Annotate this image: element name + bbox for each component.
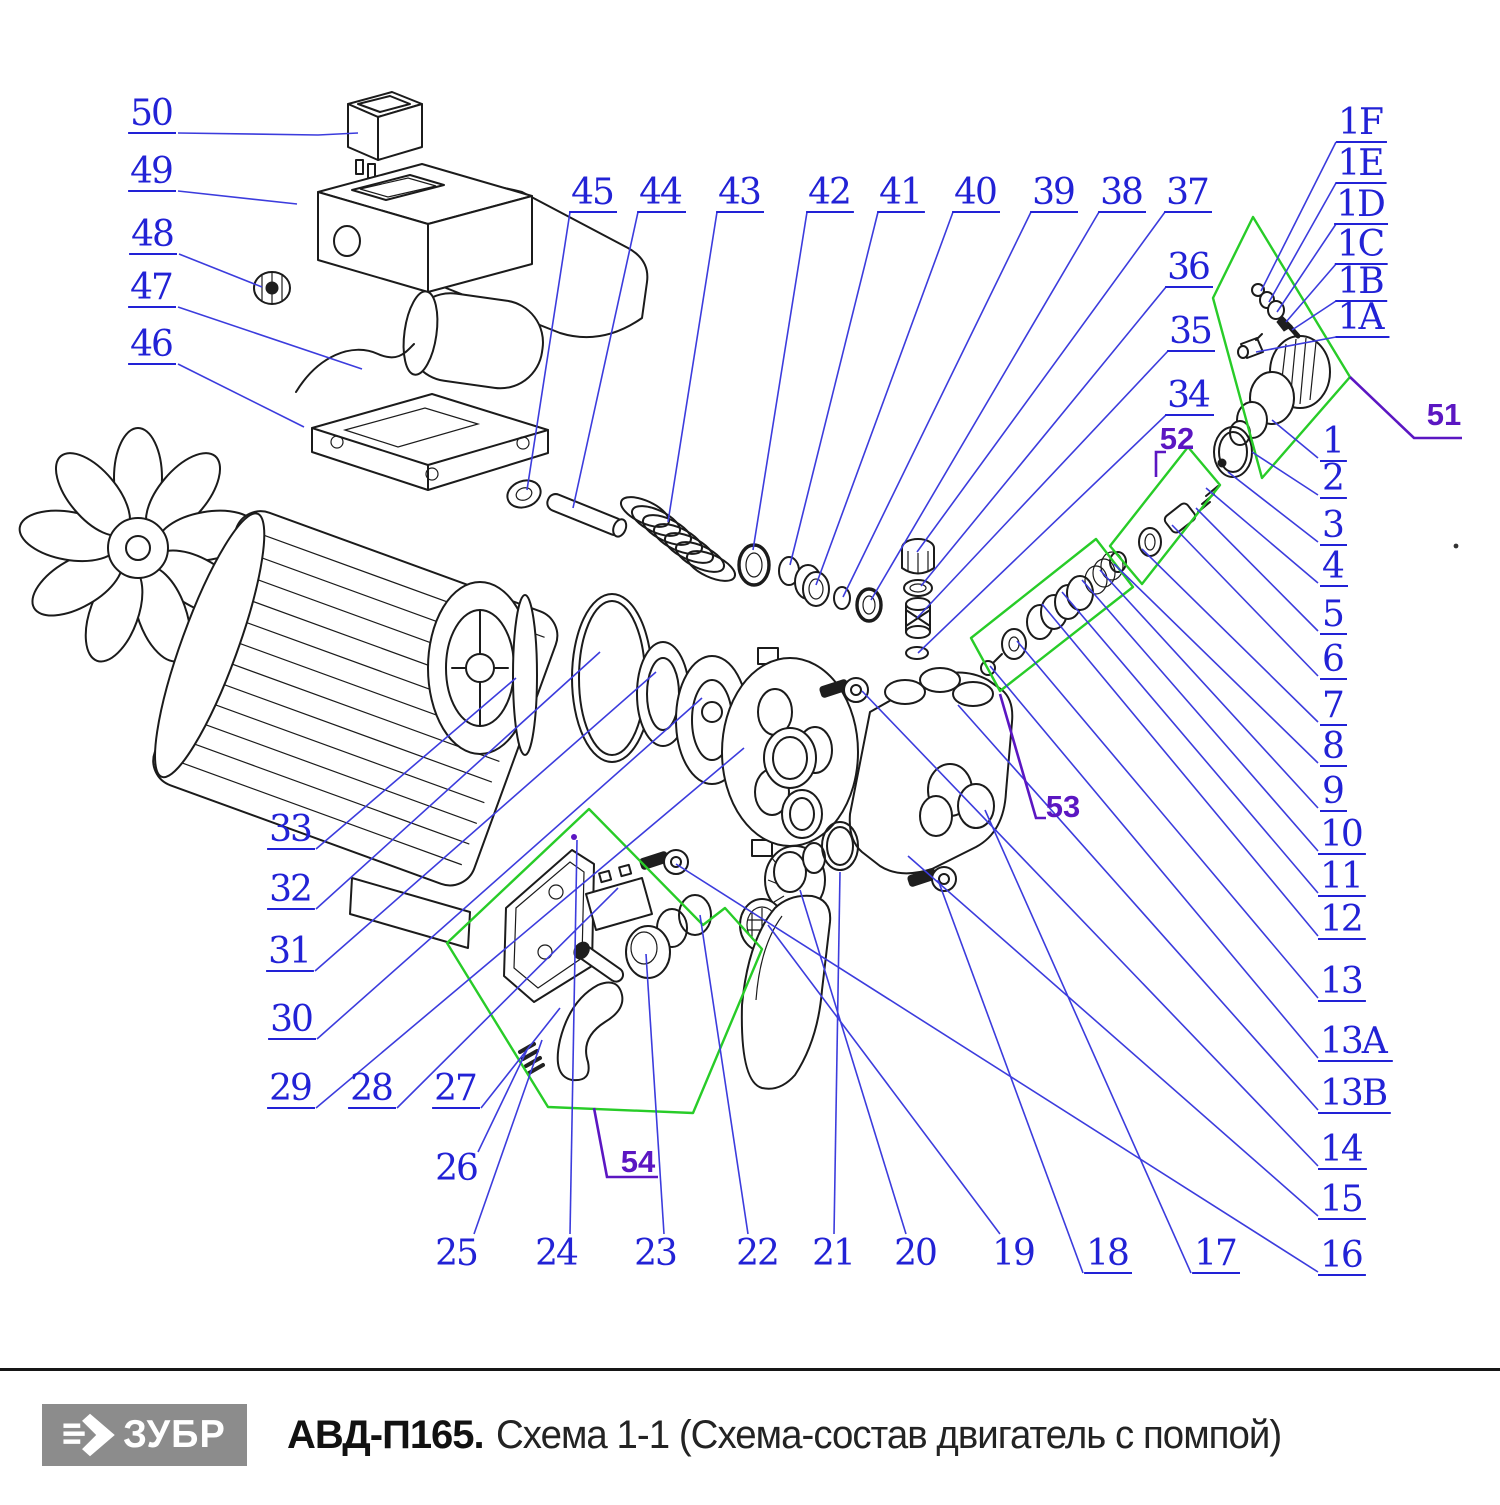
leader-line-47 [178, 307, 362, 369]
leader-line-46 [178, 364, 304, 427]
leader-line-48 [179, 254, 262, 287]
callout-41 [790, 172, 925, 565]
part-number-41: 41 [879, 172, 921, 213]
leader-line-27 [481, 1008, 560, 1108]
zubr-logo-mark [63, 1412, 117, 1458]
flange-gasket [513, 595, 537, 755]
part-number-45: 45 [571, 172, 613, 213]
callout-49 [128, 151, 297, 204]
leader-line-39 [843, 212, 1031, 597]
callout-7 [1142, 549, 1347, 726]
part-number-31: 31 [268, 931, 310, 972]
part-number-22: 22 [736, 1233, 778, 1274]
leader-line-22 [700, 915, 748, 1234]
leader-line-49 [178, 191, 297, 204]
part-number-5: 5 [1322, 594, 1343, 635]
callout-9 [1100, 570, 1347, 812]
bolt-left [639, 850, 688, 874]
part-number-18: 18 [1086, 1233, 1128, 1274]
callout-44 [573, 172, 686, 508]
part-number-19: 19 [992, 1233, 1034, 1274]
leader-line-19 [768, 925, 1000, 1234]
part-number-13A: 13A [1320, 1021, 1386, 1062]
shaft-seal [739, 545, 769, 585]
part-number-3: 3 [1322, 505, 1343, 546]
callout-50 [128, 93, 358, 135]
oil-seal-small [857, 589, 881, 621]
leader-line-38 [871, 212, 1099, 600]
grommet [254, 272, 290, 304]
part-number-49: 49 [130, 151, 172, 192]
callout-19 [768, 925, 1034, 1274]
leader-line-36 [921, 287, 1166, 586]
part-number-48: 48 [131, 214, 173, 255]
capacitor [296, 287, 548, 393]
purple-dot [571, 834, 577, 840]
part-number-13: 13 [1320, 961, 1362, 1002]
leader-line-13B [958, 705, 1318, 1110]
part-number-54: 54 [620, 1144, 656, 1179]
part-number-17: 17 [1194, 1233, 1236, 1274]
leader-line-21 [834, 872, 840, 1234]
part-number-23: 23 [634, 1233, 676, 1274]
leader-line-7 [1142, 549, 1318, 722]
part-number-1B: 1B [1337, 261, 1383, 302]
part-number-15: 15 [1320, 1179, 1362, 1220]
part-number-32: 32 [269, 869, 311, 910]
part-number-51: 51 [1426, 397, 1462, 432]
model-number: АВД-П165. [287, 1412, 484, 1457]
thrust-washer [504, 476, 545, 512]
leader-line-1F [1261, 142, 1336, 291]
callout-51 [1350, 377, 1462, 438]
rocker-switch [348, 92, 422, 178]
o-ring-small-2 [834, 587, 850, 609]
footer-bar [0, 1396, 1500, 1480]
valve-ring [906, 647, 928, 659]
part-number-25: 25 [435, 1233, 477, 1274]
part-number-44: 44 [639, 172, 681, 213]
callout-43 [668, 172, 764, 522]
callout-2 [1252, 452, 1347, 499]
leader-line-18 [938, 880, 1083, 1273]
part-number-2: 2 [1322, 458, 1343, 499]
part-number-42: 42 [808, 172, 850, 213]
part-number-21: 21 [812, 1233, 854, 1274]
callout-8 [1114, 564, 1347, 767]
zubr-logo [42, 1404, 247, 1466]
callout-18 [938, 880, 1132, 1274]
scheme-caption: Схема 1-1 (Схема-состав двигатель с помпой) [495, 1412, 1281, 1457]
part-number-39: 39 [1032, 172, 1074, 213]
leader-line-1 [1272, 420, 1318, 458]
part-number-47: 47 [130, 267, 172, 308]
leader-line-1E [1269, 183, 1336, 302]
part-number-43: 43 [718, 172, 760, 213]
part-number-13B: 13B [1320, 1073, 1387, 1114]
callout-37 [917, 172, 1212, 552]
lever [558, 983, 623, 1081]
footer-divider [0, 1368, 1500, 1371]
part-number-1E: 1E [1337, 143, 1383, 184]
motor-end-bell [428, 582, 537, 755]
part-number-30: 30 [270, 999, 312, 1040]
leader-line-35 [917, 351, 1168, 618]
part-number-1A: 1A [1337, 297, 1383, 338]
part-number-37: 37 [1166, 172, 1208, 213]
callout-36 [921, 247, 1213, 586]
part-number-28: 28 [350, 1068, 392, 1109]
callout-35 [917, 311, 1215, 618]
part-number-34: 34 [1167, 375, 1209, 416]
leader-line-37 [917, 212, 1165, 552]
part-number-1F: 1F [1338, 102, 1382, 143]
callout-42 [753, 172, 854, 550]
leader-line-10 [1082, 580, 1318, 851]
leader-line-41 [790, 212, 878, 565]
part-number-6: 6 [1322, 639, 1343, 680]
part-number-27: 27 [434, 1068, 476, 1109]
part-number-4: 4 [1322, 546, 1343, 587]
part-number-1D: 1D [1336, 184, 1384, 225]
part-number-12: 12 [1320, 899, 1362, 940]
part-number-38: 38 [1100, 172, 1142, 213]
leader-line-17 [985, 810, 1191, 1273]
part-number-1: 1 [1322, 421, 1343, 462]
valve-washer [904, 580, 932, 596]
callout-6 [1172, 525, 1347, 680]
leader-line-20 [800, 890, 906, 1234]
part-number-1C: 1C [1336, 224, 1384, 265]
part-number-46: 46 [130, 324, 172, 365]
leader-line-25 [474, 1040, 542, 1234]
part-number-40: 40 [954, 172, 996, 213]
leader-line-50 [178, 133, 358, 135]
part-number-9: 9 [1322, 771, 1343, 812]
leader-line-13A [990, 666, 1318, 1058]
part-number-26: 26 [435, 1148, 477, 1189]
part-number-33: 33 [269, 809, 311, 850]
part-number-52: 52 [1159, 421, 1195, 456]
inlet-o-ring [822, 822, 858, 870]
callout-46 [128, 324, 304, 427]
part-number-29: 29 [269, 1068, 311, 1109]
part-number-10: 10 [1320, 814, 1362, 855]
part-number-16: 16 [1320, 1235, 1362, 1276]
leader-line-12 [1042, 604, 1318, 936]
part-number-11: 11 [1320, 856, 1362, 897]
piston-pin [545, 491, 629, 539]
callout-54 [594, 1108, 658, 1179]
leader-line-40 [816, 212, 953, 585]
part-number-7: 7 [1322, 685, 1343, 726]
valve-cap [902, 539, 934, 574]
micro-switch [586, 865, 652, 930]
part-number-50: 50 [130, 93, 172, 134]
leader-line-3 [1228, 472, 1318, 542]
part-number-14: 14 [1320, 1129, 1362, 1170]
leader-line-15 [908, 856, 1318, 1216]
part-number-8: 8 [1322, 726, 1343, 767]
part-number-53: 53 [1045, 789, 1081, 824]
leader-line-43 [668, 212, 717, 522]
base-tray [312, 394, 548, 490]
callout-38 [871, 172, 1146, 600]
callout-23 [634, 954, 676, 1274]
leader-line-1B [1292, 301, 1336, 330]
callout-1 [1272, 420, 1347, 462]
brand-name: ЗУБР [123, 1413, 226, 1456]
callout-52 [1156, 421, 1194, 477]
leader-line-26 [478, 1050, 527, 1152]
leader-line-23 [646, 954, 664, 1234]
leader-line-42 [753, 212, 807, 550]
capacitor-wire [296, 344, 414, 392]
seal-assembly [795, 565, 829, 606]
part-number-24: 24 [535, 1233, 577, 1274]
leader-line-14 [862, 691, 1318, 1166]
coil-spring [617, 491, 739, 587]
part-number-20: 20 [894, 1233, 936, 1274]
callout-12 [1042, 604, 1366, 940]
drawing-title [287, 1396, 1314, 1474]
part-number-36: 36 [1167, 247, 1209, 288]
black-dot [1454, 544, 1459, 549]
check-valve-assembly [1110, 459, 1226, 572]
part-number-35: 35 [1169, 311, 1211, 352]
